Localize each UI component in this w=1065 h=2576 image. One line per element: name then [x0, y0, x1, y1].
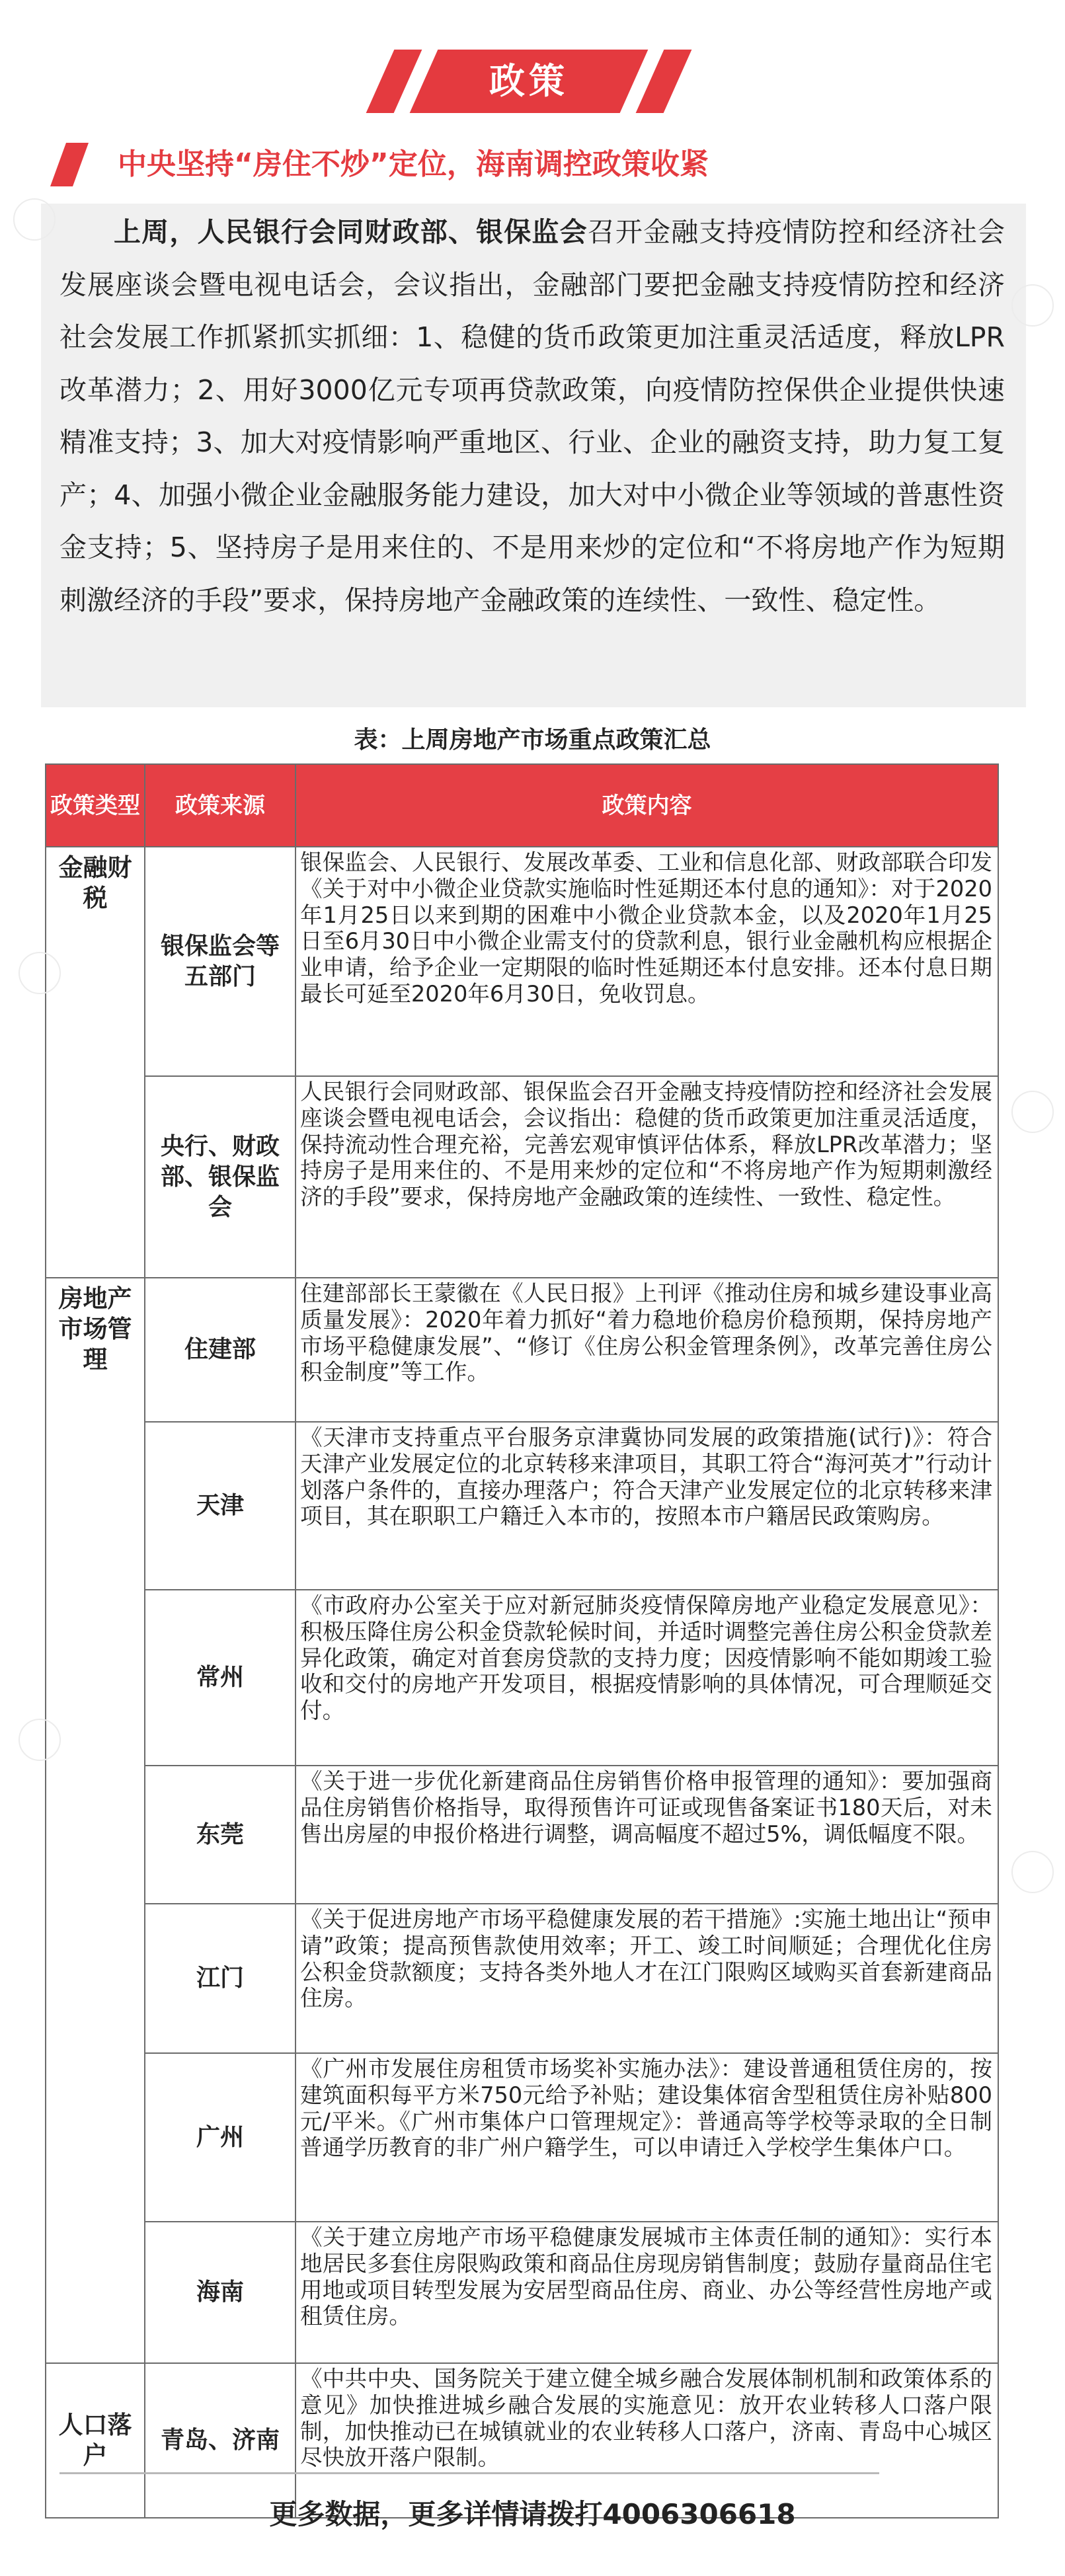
policy-content-cell: 银保监会、人民银行、发展改革委、工业和信息化部、财政部联合印发《关于对中小微企业贷款实施临时性延期还本付息的通知》：对于2020年1月25日以来到期的困难中小微企业贷款本金，以及2020年1月25日至6月30日中小微企业需支付的贷款利息，银行业金融机构应根据企业申请，给予企业一定期限的临时性延期还本付息安排。还本付息日期最长可延至2020年6月30日，免收罚息。: [296, 847, 998, 1076]
policy-source-cell: 常州: [145, 1590, 296, 1766]
headline: [58, 137, 1010, 192]
footer-divider: [59, 2472, 879, 2474]
table-row: [46, 847, 998, 1076]
watermark-icon: [1011, 1851, 1054, 1893]
table-row: [46, 1076, 998, 1278]
header-policy-source: 政策来源: [145, 764, 296, 847]
banner-stripe-right: [636, 50, 692, 113]
lead-paragraph: [59, 206, 1005, 627]
policy-source-cell: 海南: [145, 2222, 296, 2363]
policy-type-cell: 人口落户: [46, 2363, 145, 2518]
policy-content-cell: 《广州市发展住房租赁市场奖补实施办法》：建设普通租赁住房的，按建筑面积每平方米750元给予补贴；建设集体宿舍型租赁住房补贴800元/平米。《广州市集体户口管理规定》：普通高等学校等录取的全日制普通学历教育的非广州户籍学生，可以申请迁入学校学生集体户口。: [296, 2053, 998, 2222]
watermark-icon: [1011, 284, 1054, 327]
table-row: [46, 1590, 998, 1766]
policy-source-cell: 江门: [145, 1904, 296, 2053]
watermark-icon: [13, 198, 56, 241]
policy-content-cell: 《天津市支持重点平台服务京津冀协同发展的政策措施(试行)》：符合天津产业发展定位的北京转移来津项目，其职工符合“海河英才”行动计划落户条件的，直接办理落户；符合天津产业发展定位的北京转移来津项目，其在职职工户籍迁入本市的，按照本市户籍居民政策购房。: [296, 1422, 998, 1590]
table-row: [46, 2222, 998, 2363]
policy-content-cell: 《关于建立房地产市场平稳健康发展城市主体责任制的通知》：实行本地居民多套住房限购政策和商品住房现房销售制度；鼓励存量商品住宅用地或项目转型发展为安居型商品住房、商业、办公等经营性房地产或租赁住房。: [296, 2222, 998, 2363]
headline-text: 中央坚持“房住不炒”定位，海南调控政策收紧: [118, 147, 709, 181]
watermark-icon: [1011, 1091, 1054, 1133]
watermark-icon: [19, 952, 61, 994]
table-row: [46, 1766, 998, 1904]
table-row: [46, 2053, 998, 2222]
header-policy-content: 政策内容: [296, 764, 998, 847]
section-title: 政策: [489, 60, 569, 102]
policy-content-cell: 人民银行会同财政部、银保监会召开金融支持疫情防控和经济社会发展座谈会暨电视电话会，会议指出：稳健的货币政策更加注重灵活适度，保持流动性合理充裕，完善宏观审慎评估体系，释放LPR改革潜力；坚持房子是用来住的、不是用来炒的定位和“不将房地产作为短期刺激经济的手段”要求，保持房地产金融政策的连续性、一致性、稳定性。: [296, 1076, 998, 1278]
lead-bold: 上周，人民银行会同财政部、银保监会: [114, 216, 588, 248]
lead-text: 召开金融支持疫情防控和经济社会发展座谈会暨电视电话会，会议指出，金融部门要把金融支持疫情防控和经济社会发展工作抓紧抓实抓细：1、稳健的货币政策更加注重灵活适度，释放LPR改革潜力；2、用好3000亿元专项再贷款政策，向疫情防控保供企业提供快速精准支持；3、加大对疫情影响严重地区、行业、企业的融资支持，助力复工复产；4、加强小微企业金融服务能力建设，加大对中小微企业等领域的普惠性资金支持；5、坚持房子是用来住的、不是用来炒的定位和“不将房地产作为短期刺激经济的手段”要求，保持房地产金融政策的连续性、一致性、稳定性。: [59, 216, 1006, 616]
policy-type-cell: 金融财税: [46, 847, 145, 1278]
policy-source-cell: 住建部: [145, 1278, 296, 1422]
policy-source-cell: 东莞: [145, 1766, 296, 1904]
table-title: 表：上周房地产市场重点政策汇总: [354, 726, 711, 754]
policy-source-cell: 广州: [145, 2053, 296, 2222]
table-row: [46, 1904, 998, 2053]
policy-table: [45, 763, 999, 2518]
policy-type-cell: 房地产市场管理: [46, 1278, 145, 2363]
table-row: [46, 1278, 998, 1422]
policy-content-cell: 住建部部长王蒙徽在《人民日报》上刊评《推动住房和城乡建设事业高质量发展》：2020年着力抓好“着力稳地价稳房价稳预期，保持房地产市场平稳健康发展”、“修订《住房公积金管理条例》，改革完善住房公积金制度”等工作。: [296, 1278, 998, 1422]
policy-source-cell: 银保监会等五部门: [145, 847, 296, 1076]
policy-source-cell: 青岛、济南: [145, 2363, 296, 2518]
table-header-row: [46, 764, 998, 847]
table-row: [46, 1422, 998, 1590]
policy-source-cell: 天津: [145, 1422, 296, 1590]
headline-marker-icon: [50, 143, 89, 186]
header-policy-type: 政策类型: [46, 764, 145, 847]
policy-content-cell: 《中共中央、国务院关于建立健全城乡融合发展体制机制和政策体系的意见》加快推进城乡融合发展的实施意见：放开农业转移人口落户限制，加快推动已在城镇就业的农业转移人口落户，济南、青岛中心城区尽快放开落户限制。: [296, 2363, 998, 2518]
watermark-icon: [19, 1719, 61, 1761]
policy-content-cell: 《关于促进房地产市场平稳健康发展的若干措施》:实施土地出让“预申请”政策；提高预售款使用效率；开工、竣工时间顺延；合理优化住房公积金贷款额度；支持各类外地人才在江门限购区域购买首套新建商品住房。: [296, 1904, 998, 2053]
policy-content-cell: 《关于进一步优化新建商品住房销售价格申报管理的通知》：要加强商品住房销售价格指导，取得预售许可证或现售备案证书180天后，对未售出房屋的申报价格进行调整，调高幅度不超过5%，调低幅度不限。: [296, 1766, 998, 1904]
section-banner: [380, 50, 684, 113]
footer-contact: 更多数据，更多详情请拨打4006306618: [269, 2498, 796, 2530]
policy-source-cell: 央行、财政部、银保监会: [145, 1076, 296, 1278]
policy-content-cell: 《市政府办公室关于应对新冠肺炎疫情保障房地产业稳定发展意见》：积极压降住房公积金贷款轮候时间，并适时调整完善住房公积金贷款差异化政策，确定对首套房贷款的支持力度；因疫情影响不能如期竣工验收和交付的房地产开发项目，根据疫情影响的具体情况，可合理顺延交付。: [296, 1590, 998, 1766]
